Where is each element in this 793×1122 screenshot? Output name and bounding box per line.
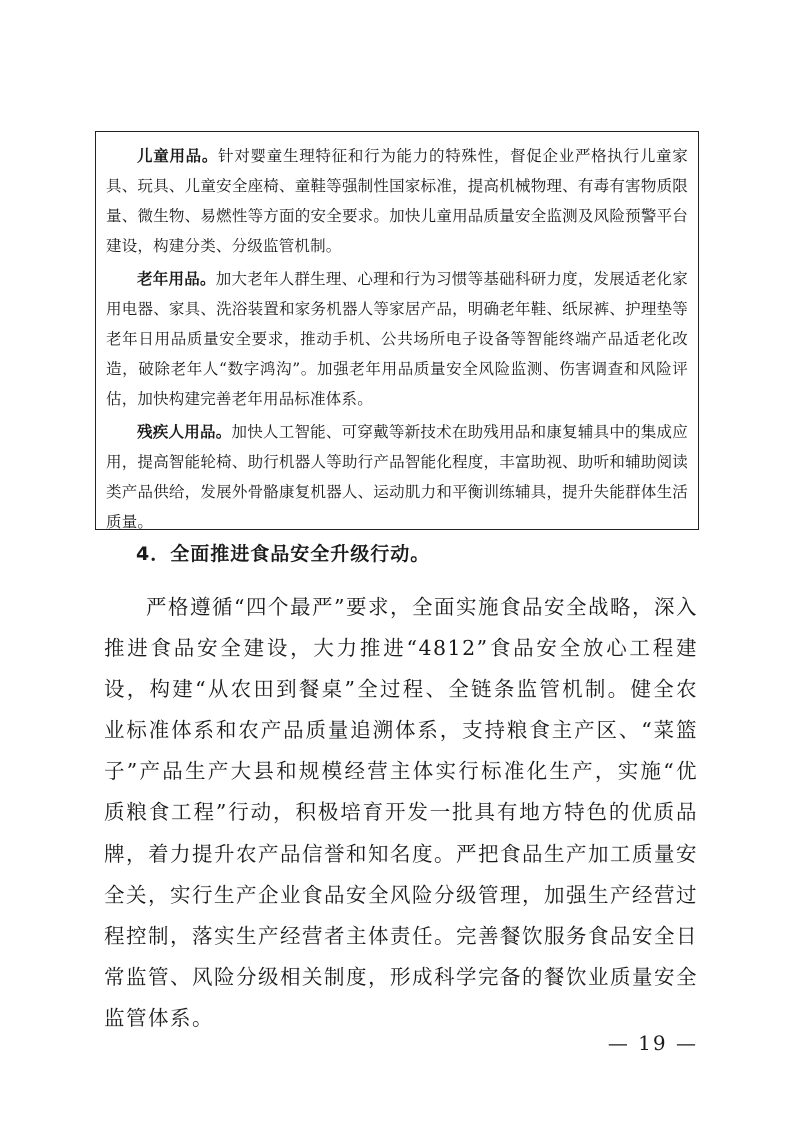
- page-number: — 19 —: [607, 1031, 698, 1055]
- paragraph-lead: 儿童用品。: [137, 147, 219, 165]
- box-paragraph-elderly-products: [106, 264, 688, 414]
- paragraph-body: 针对婴童生理特征和行为能力的特殊性，督促企业严格执行儿童家具、玩具、儿童安全座椅、童鞋等强制性国家标准，提高机械物理、有毒有害物质限量、微生物、易燃性等方面的安全要求。加快儿童用品质量安全监测及风险预警平台建设，构建分类、分级监管机制。: [106, 147, 688, 255]
- box-paragraph-children-products: [106, 141, 688, 261]
- paragraph-body: 加快人工智能、可穿戴等新技术在助残用品和康复辅具中的集成应用，提高智能轮椅、助行机器人等助行产品智能化程度，丰富助视、助听和辅助阅读类产品供给，发展外骨骼康复机器人、运动肌力和平衡训练辅具，提升失能群体生活质量。: [106, 423, 688, 531]
- paragraph-lead: 残疾人用品。: [137, 423, 232, 441]
- section-title: 4．全面推进食品安全升级行动。: [136, 543, 431, 565]
- text-box: [95, 131, 699, 530]
- paragraph-lead: 老年用品。: [137, 270, 216, 288]
- paragraph-body: 加大老年人群生理、心理和行为习惯等基础科研力度，发展适老化家用电器、家具、洗浴装置和家务机器人等家居产品，明确老年鞋、纸尿裤、护理垫等老年日用品质量安全要求，推动手机、公共场所电子设备等智能终端产品适老化改造，破除老年人“数字鸿沟”。加强老年用品质量安全风险监测、伤害调查和风险评估，加快构建完善老年用品标准体系。: [106, 270, 688, 408]
- box-paragraph-disability-products: [106, 417, 688, 537]
- section-body: 严格遵循“四个最严”要求，全面实施食品安全战略，深入推进食品安全建设，大力推进“4812”食品安全放心工程建设，构建“从农田到餐桌”全过程、全链条监管机制。健全农业标准体系和农产品质量追溯体系，支持粮食主产区、“菜篮子”产品生产大县和规模经营主体实行标准化生产，实施“优质粮食工程”行动，积极培育开发一批具有地方特色的优质品牌，着力提升农产品信誉和知名度。严把食品生产加工质量安全关，实行生产企业食品安全风险分级管理，加强生产经营过程控制，落实生产经营者主体责任。完善餐饮服务食品安全日常监管、风险分级相关制度，形成科学完备的餐饮业质量安全监管体系。: [104, 595, 698, 1030]
